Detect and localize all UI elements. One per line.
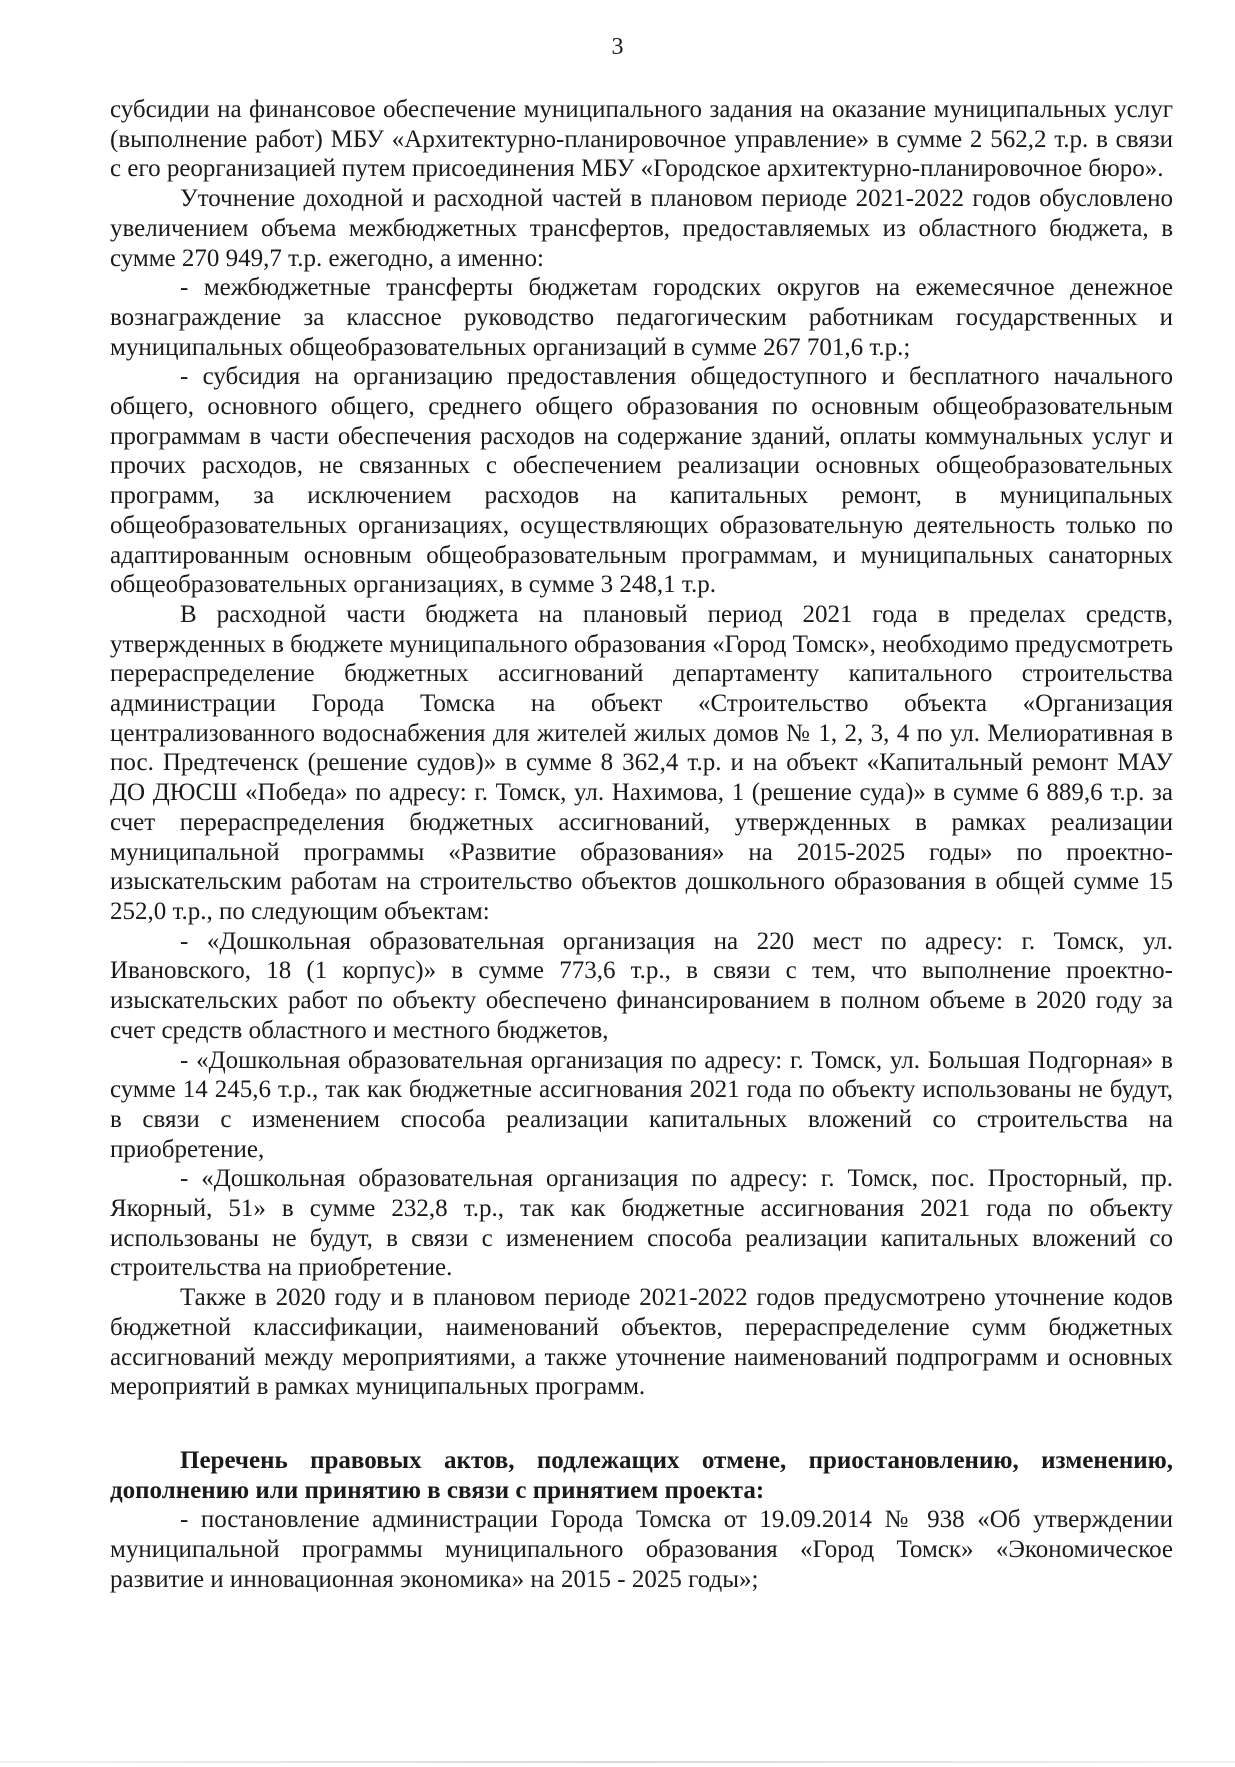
document-body <box>110 95 1173 1594</box>
paragraph-subsidy-continuation: субсидии на финансовое обеспечение муниципального задания на оказание муниципальных услуг (выполнение работ) МБУ «Архитектурно-планировочное управление» в сумме 2 562,2 т.р. в связи с его реорганизацией путем присоединения МБУ «Городское архитектурно-планировочное бюро». <box>110 96 1173 183</box>
list-item-object-yakorny: - «Дошкольная образовательная организация по адресу: г. Томск, пос. Просторный, пр. Якорный, 51» в сумме 232,8 т.р., так как бюджетные ассигнования 2021 года по объекту использованы не будут, в связи с изменением способа реализации капитальных вложений со строительства на приобретение. <box>110 1165 1173 1282</box>
list-item-object-podgornaya: - «Дошкольная образовательная организация по адресу: г. Томск, ул. Большая Подгорная» в сумме 14 245,6 т.р., так как бюджетные ассигнования 2021 года по объекту использованы не будут, в связи с изменением способа реализации капитальных вложений со строительства на приобретение, <box>110 1046 1173 1163</box>
list-item-resolution-938: - постановление администрации Города Томска от 19.09.2014 № 938 «Об утверждении муниципальной программы муниципального образования «Город Томск» «Экономическое развитие и инновационная экономика» на 2015 - 2025 годы»; <box>110 1506 1173 1593</box>
list-item-subsidy: - субсидия на организацию предоставления общедоступного и бесплатного начального общего, основного общего, среднего общего образования по основным общеобразовательным программам в части обеспечения расходов на содержание зданий, оплаты коммунальных услуг и прочих расходов, не связанных с обеспечением реализации основных общеобразовательных программ, за исключением расходов на капитальных ремонт, в муниципальных общеобразовательных организациях, осуществляющих образовательную деятельность только по адаптированным основным общеобразовательным программам, и муниципальных санаторных общеобразовательных организациях, в сумме 3 248,1 т.р. <box>110 363 1173 599</box>
page-number: 3 <box>611 34 624 60</box>
paragraph-classification-clarification: Также в 2020 году и в плановом периоде 2021-2022 годов предусмотрено уточнение кодов бюджетной классификации, наименований объектов, перераспределение сумм бюджетных ассигнований между мероприятиями, а также уточнение наименований подпрограмм и основных мероприятий в рамках муниципальных программ. <box>110 1284 1173 1401</box>
paragraph-expenditure-redistribution: В расходной части бюджета на плановый период 2021 года в пределах средств, утвержденных в бюджете муниципального образования «Город Томск», необходимо предусмотреть перераспределение бюджетных ассигнований департаменту капитального строительства администрации Города Томска на объект «Строительство объекта «Организация централизованного водоснабжения для жителей жилых домов № 1, 2, 3, 4 по ул. Мелиоративная в пос. Предтеченск (решение судов)» в сумме 8 362,4 т.р. и на объект «Капитальный ремонт МАУ ДО ДЮСШ «Победа» по адресу: г. Томск, ул. Нахимова, 1 (решение суда)» в сумме 6 889,6 т.р. за счет перераспределения бюджетных ассигнований, утвержденных в рамках реализации муниципальной программы «Развитие образования» на 2015-2025 годы» по проектно-изыскательским работам на строительство объектов дошкольного образования в общей сумме 15 252,0 т.р., по следующим объектам: <box>110 600 1173 925</box>
list-item-transfers: - межбюджетные трансферты бюджетам городских округов на ежемесячное денежное вознаграждение за классное руководство педагогическим работникам государственных и муниципальных общеобразовательных организаций в сумме 267 701,6 т.р.; <box>110 274 1173 361</box>
section-heading-legal-acts: Перечень правовых актов, подлежащих отмене, приостановлению, изменению, дополнению или принятию в связи с принятием проекта: <box>110 1446 1173 1504</box>
list-item-object-ivanovskogo: - «Дошкольная образовательная организация на 220 мест по адресу: г. Томск, ул. Ивановского, 18 (1 корпус)» в сумме 773,6 т.р., в связи с тем, что выполнение проектно-изыскательских работ по объекту обеспечено финансированием в полном объеме в 2020 году за счет средств областного и местного бюджетов, <box>110 927 1173 1044</box>
scan-edge-line <box>0 1761 1235 1763</box>
paragraph-revenue-clarification: Уточнение доходной и расходной частей в плановом периоде 2021-2022 годов обусловлено увеличением объема межбюджетных трансфертов, предоставляемых из областного бюджета, в сумме 270 949,7 т.р. ежегодно, а именно: <box>110 185 1173 272</box>
